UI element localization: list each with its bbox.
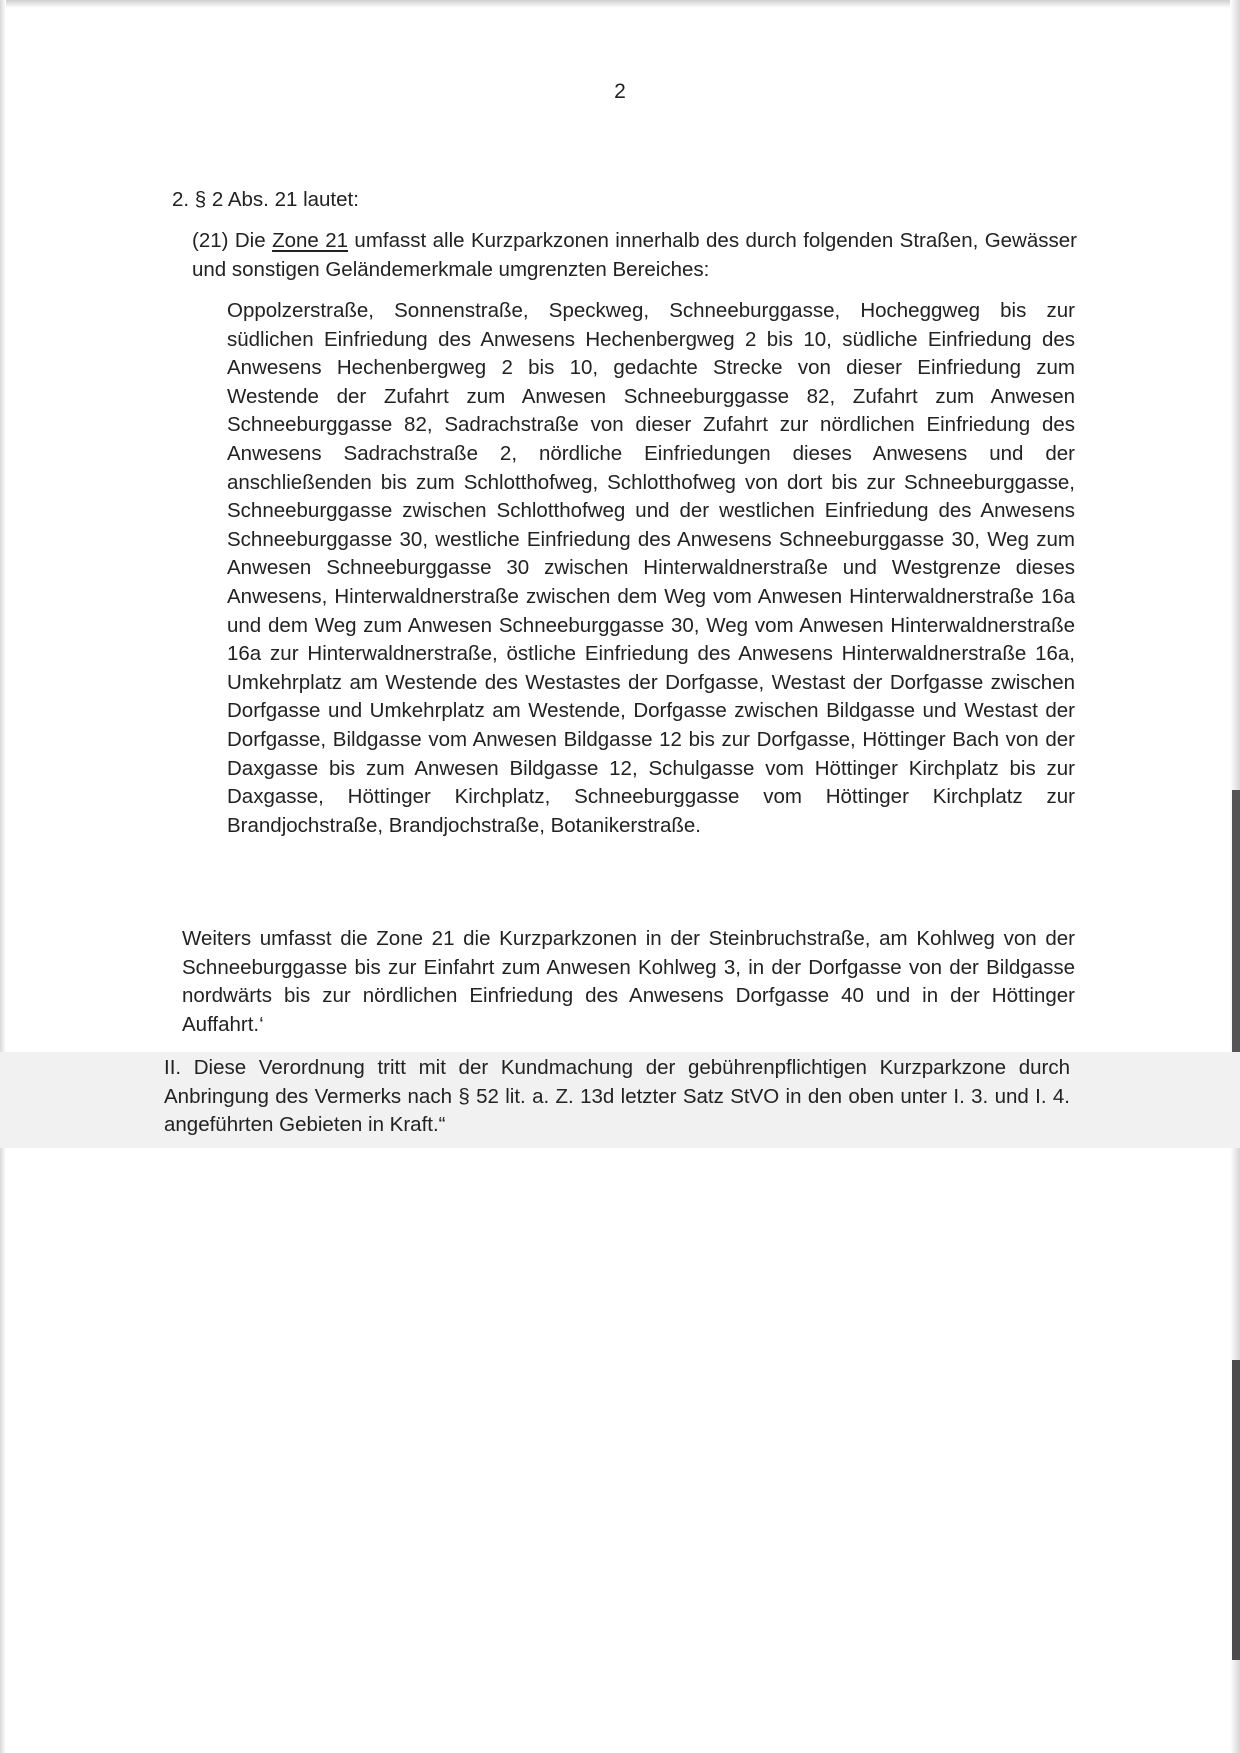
- street-list-paragraph: Oppolzerstraße, Sonnenstraße, Speckweg, Schneeburggasse, Hocheggweg bis zur südlichen Einfriedung des Anwesens Hechenbergweg 2 bis 10, südliche Einfriedung des Anwesens Hechenbergweg 2 bis 10, gedachte Strecke von dieser Einfriedung zum Westende der Zufahrt zum Anwesen Schneeburggasse 82, Zufahrt zum Anwesen Schneeburggasse 82, Sadrachstraße von dieser Zufahrt zur nördlichen Einfriedung des Anwesens Sadrachstraße 2, nördliche Einfriedungen dieses Anwesens und der anschließenden bis zum Schlotthofweg, Schlotthofweg von dort bis zur Schneeburggasse, Schneeburggasse zwischen Schlotthofweg und der westlichen Einfriedung des Anwesens Schneeburggasse 30, westliche Einfriedung des Anwesens Schneeburggasse 30, Weg zum Anwesen Schneeburggasse 30 zwischen Hinterwaldnerstraße und Westgrenze dieses Anwesens, Hinterwaldnerstraße zwischen dem Weg vom Anwesen Hinterwaldnerstraße 16a und dem Weg zum Anwesen Schneeburggasse 30, Weg vom Anwesen Hinterwaldnerstraße 16a zur Hinterwaldnerstraße, östliche Einfriedung des Anwesens Hinterwaldnerstraße 16a, Umkehrplatz am Westende des Westastes der Dorfgasse, Westast der Dorfgasse zwischen Dorfgasse und Umkehrplatz am Westende, Dorfgasse zwischen Bildgasse und Westast der Dorfgasse, Bildgasse vom Anwesen Bildgasse 12 bis zur Dorfgasse, Höttinger Bach von der Daxgasse bis zum Anwesen Bildgasse 12, Schulgasse vom Höttinger Kirchplatz bis zur Daxgasse, Höttinger Kirchplatz, Schneeburggasse vom Höttinger Kirchplatz zur Brandjochstraße, Brandjochstraße, Botanikerstraße.: [227, 299, 1075, 837]
- intro-suffix: umfasst alle Kurzparkzonen innerhalb des durch folgenden Straßen, Gewässer und sonstigen Geländemerkmale umgrenzten Bereiches:: [192, 229, 1077, 281]
- item-heading: 2. § 2 Abs. 21 lautet:: [172, 188, 359, 211]
- page-number: 2: [614, 80, 626, 103]
- intro-prefix: (21) Die: [192, 229, 273, 252]
- scan-edge-top: [0, 0, 1240, 8]
- scan-shadow-right-lower: [1232, 1360, 1240, 1660]
- zone-21-reference: Zone 21: [272, 229, 349, 252]
- additional-zones-paragraph: Weiters umfasst die Zone 21 die Kurzparkzonen in der Steinbruchstraße, am Kohlweg von der Schneeburggasse bis zur Einfahrt zum Anwesen Kohlweg 3, in der Dorfgasse von der Bildgasse nordwärts bis zur nördlichen Einfriedung des Anwesens Dorfgasse 40 und in der Höttinger Auffahrt.‘: [182, 927, 1075, 1036]
- closing-paragraph: II. Diese Verordnung tritt mit der Kundmachung der gebührenpflichtigen Kurzparkzone durch Anbringung des Vermerks nach § 52 lit. a. Z. 13d letzter Satz StVO in den oben unter I. 3. und I. 4. angeführten Gebieten in Kraft.“: [164, 1056, 1070, 1137]
- scan-edge-left: [0, 0, 6, 1753]
- scan-shadow-right-upper: [1232, 790, 1240, 1060]
- intro-paragraph: [192, 227, 1077, 284]
